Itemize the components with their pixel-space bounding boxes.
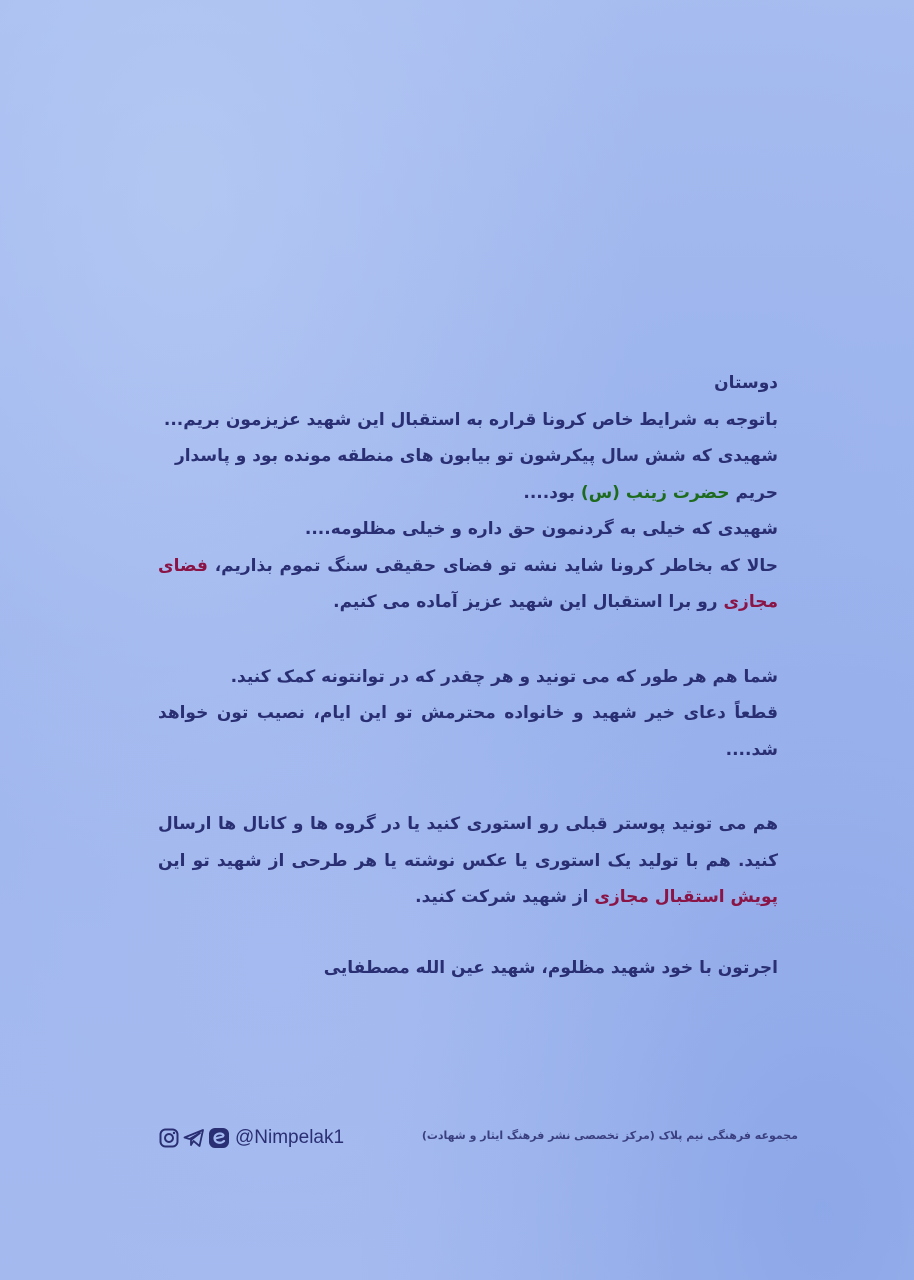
closing-line: اجرتون با خود شهید مظلوم، شهید عین الله مصطفایی [323,957,778,978]
publisher-caption: مجموعه فرهنگی نیم پلاک (مرکز تخصصی نشر فرهنگ ایثار و شهادت) [421,1129,798,1142]
poster-text [158,365,778,986]
p1-line-4: شهیدی که خیلی به گردنمون حق داره و خیلی مظلومه.... [304,519,778,539]
p3-text-end: از شهید شرکت کنید. [415,887,595,907]
p1-line-5-start: حالا که بخاطر کرونا شاید نشه تو فضای حقیقی سنگ تموم بذاریم، [207,555,778,576]
eitaa-icon[interactable] [208,1127,230,1149]
paragraph-3 [158,806,778,916]
p1-line-5-end: رو برا استقبال این شهید عزیز آماده می کنیم. [333,592,724,612]
paragraph-2 [158,659,778,769]
p2-line-1: شما هم هر طور که می تونید و هر چقدر که در توانتونه کمک کنید. [230,666,778,687]
p1-line-2: شهیدی که شش سال پیکرشون تو بیابون های منطقه مونده بود و پاسدار [174,446,778,466]
telegram-icon[interactable] [183,1127,205,1149]
highlight-campaign: پویش استقبال مجازی [594,887,778,907]
greeting: دوستان [714,373,778,393]
p1-line-3-start: حریم [729,482,778,503]
p2-line-2: قطعاً دعای خیر شهید و خانواده محترمش تو این ایام، نصیب تون خواهد شد.... [158,703,778,760]
p1-line-3-end: بود.... [523,482,581,503]
social-handle: @Nimpelak1 [235,1127,345,1148]
highlight-virtual-space: فضای مجازی [158,555,778,612]
p3-text-start: هم می تونید پوستر قبلی رو استوری کنید یا در گروه ها و کانال ها ارسال کنید. هم با تولید یک استوری یا عکس نوشته یا هر طرحی از شهید تو این [158,814,778,871]
instagram-icon[interactable] [158,1127,180,1149]
paragraph-1 [158,402,778,621]
highlight-hazrat-zeinab: حضرت زینب (س) [580,482,730,503]
social-footer [158,1124,344,1152]
p1-line-1: باتوجه به شرایط خاص کرونا قراره به استقبال این شهید عزیزمون بریم... [163,409,778,430]
